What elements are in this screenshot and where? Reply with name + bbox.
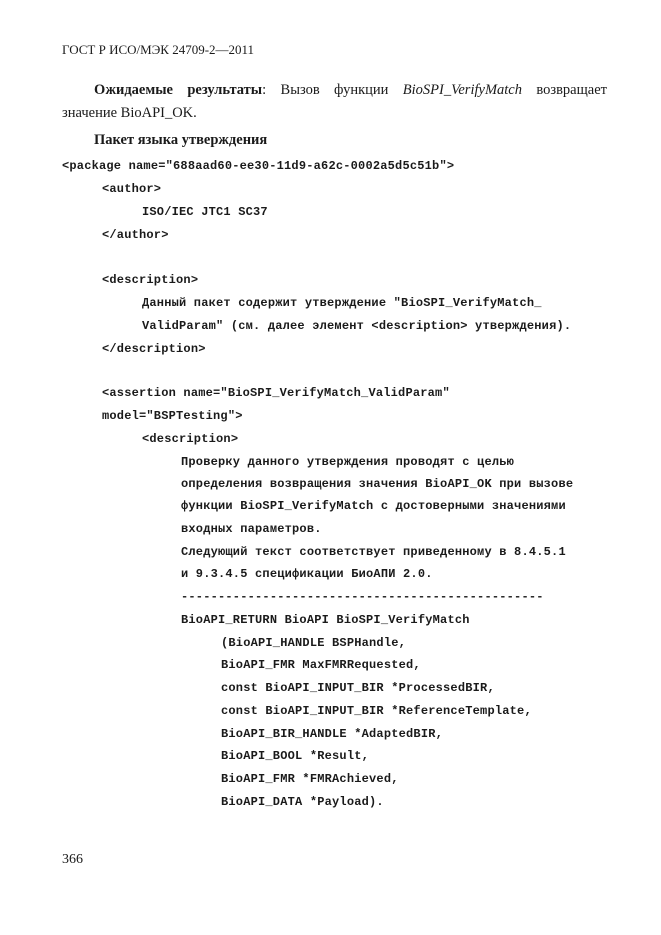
document-header: ГОСТ Р ИСО/МЭК 24709-2—2011 xyxy=(62,42,255,57)
code-line: BioAPI_RETURN BioAPI BioSPI_VerifyMatch xyxy=(181,613,470,627)
code-separator: ------------------------------------------------- xyxy=(181,590,544,604)
code-line: <description> xyxy=(142,432,239,446)
code-line: BioAPI_BOOL *Result, xyxy=(221,749,370,763)
code-line: <assertion name="BioSPI_VerifyMatch_ValidParam" xyxy=(102,386,450,400)
code-line: </author> xyxy=(102,228,169,242)
code-line: Данный пакет содержит утверждение "BioSPI_VerifyMatch_ xyxy=(142,296,542,310)
expected-results-label: Ожидаемые результаты xyxy=(94,82,263,98)
package-heading: Пакет языка утверждения xyxy=(94,132,268,148)
code-line: ValidParam" (см. далее элемент <description> утверждения). xyxy=(142,319,572,333)
code-line: BioAPI_FMR MaxFMRRequested, xyxy=(221,658,421,672)
expected-results-text-after: возвращает значение BioAPI_OK. xyxy=(62,82,607,121)
code-line: и 9.3.4.5 спецификации БиоАПИ 2.0. xyxy=(181,567,433,581)
code-line: ISO/IEC JTC1 SC37 xyxy=(142,205,268,219)
code-line: <package name="688aad60-ee30-11d9-a62c-0002a5d5c51b"> xyxy=(62,159,455,173)
code-line: BioAPI_DATA *Payload). xyxy=(221,795,384,809)
code-line: const BioAPI_INPUT_BIR *ProcessedBIR, xyxy=(221,681,495,695)
code-line: определения возвращения значения BioAPI_OK при вызове xyxy=(181,477,574,491)
code-line: model="BSPTesting"> xyxy=(102,409,243,423)
code-line: const BioAPI_INPUT_BIR *ReferenceTemplate, xyxy=(221,704,532,718)
page-number: 366 xyxy=(62,852,83,867)
code-line: BioAPI_FMR *FMRAchieved, xyxy=(221,772,399,786)
code-line: входных параметров. xyxy=(181,522,322,536)
function-name: BioSPI_VerifyMatch xyxy=(402,82,522,98)
code-line: функции BioSPI_VerifyMatch с достоверными значениями xyxy=(181,499,566,513)
code-line: Проверку данного утверждения проводят с целью xyxy=(181,455,515,469)
code-line: </description> xyxy=(102,342,206,356)
code-line: <description> xyxy=(102,273,199,287)
expected-results-paragraph xyxy=(62,79,607,125)
code-line: (BioAPI_HANDLE BSPHandle, xyxy=(221,636,407,650)
code-line: Следующий текст соответствует приведенному в 8.4.5.1 xyxy=(181,545,566,559)
code-line: <author> xyxy=(102,182,162,196)
code-line: BioAPI_BIR_HANDLE *AdaptedBIR, xyxy=(221,727,444,741)
expected-results-text-before: : Вызов функции xyxy=(262,82,403,98)
